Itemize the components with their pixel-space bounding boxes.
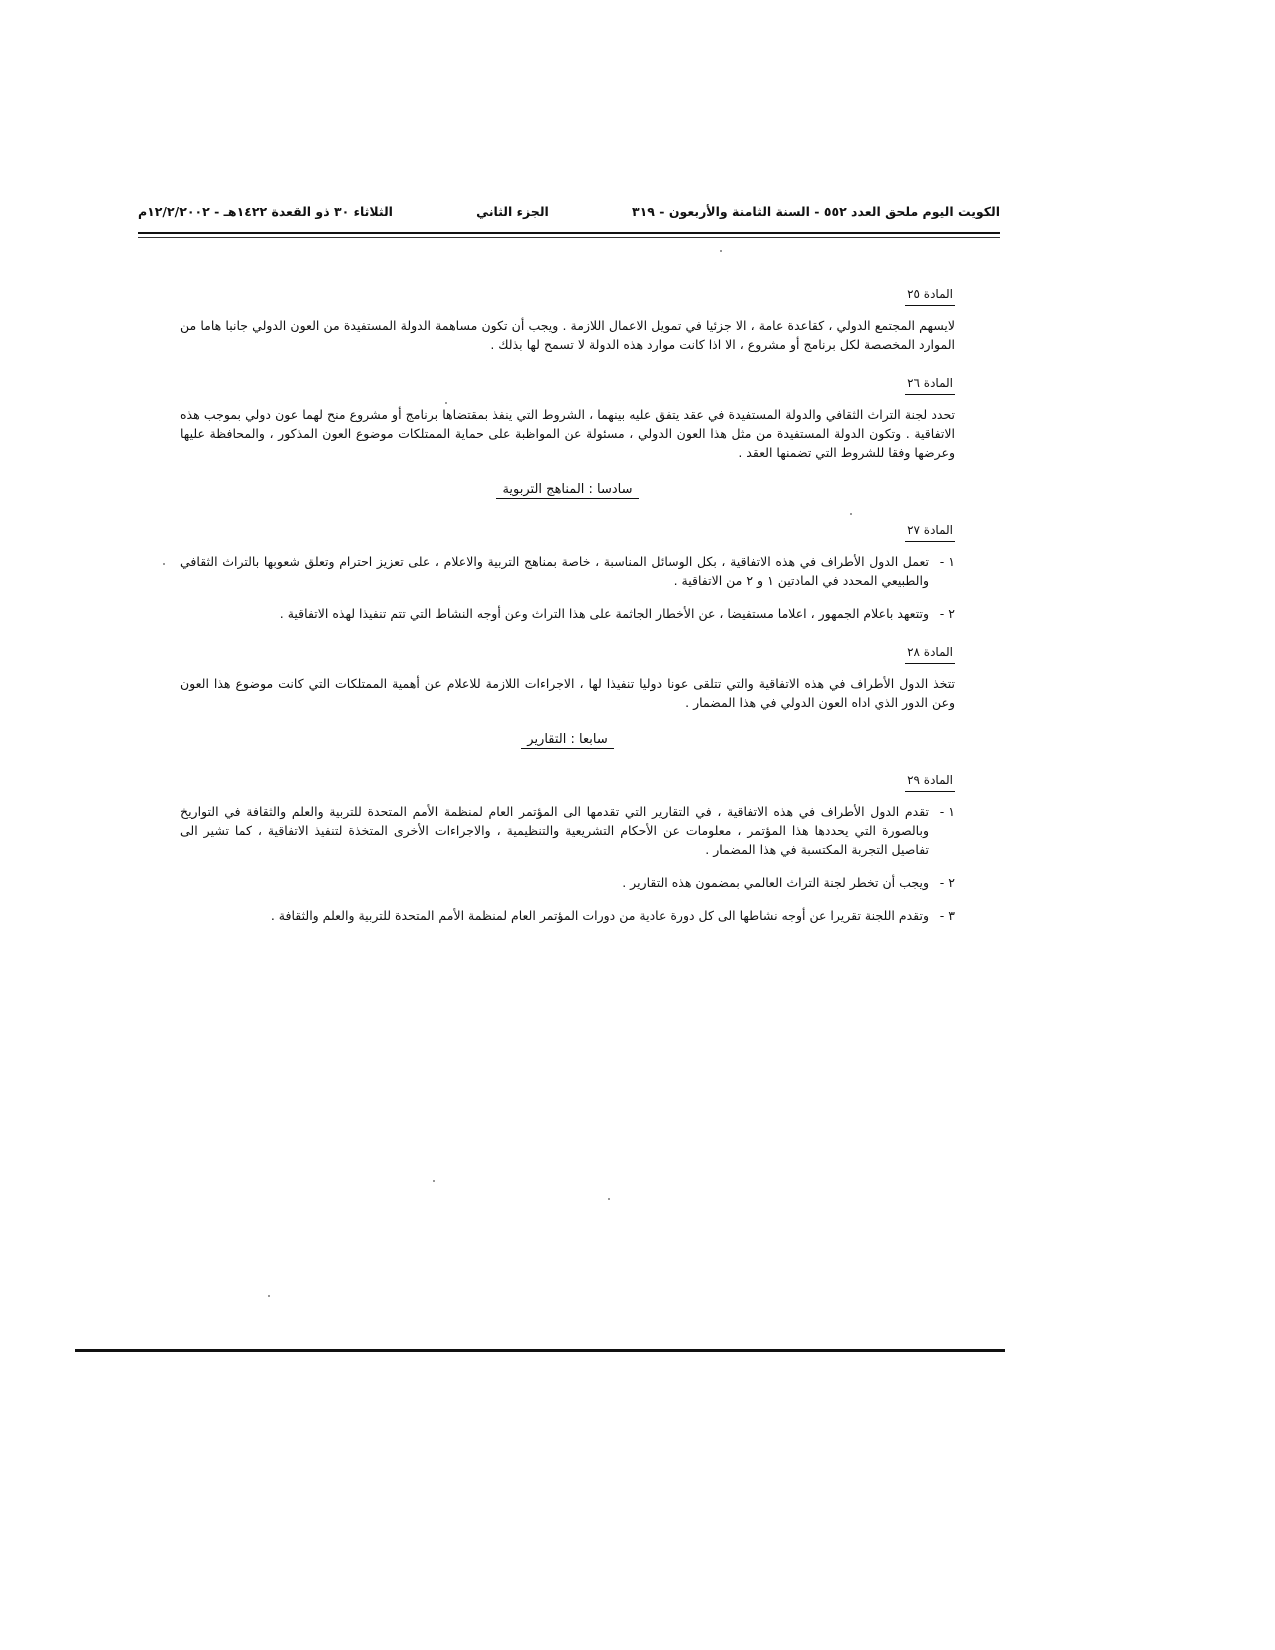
scan-speck (433, 1180, 435, 1182)
article-28-text: تتخذ الدول الأطراف في هذه الاتفاقية والتي تتلقى عونا دوليا تنفيذا لها ، الاجراءات اللازمة للاعلام عن أهمية الممتلكات التي كانت موضوع هذا العون وعن الدور الذي اداه العون الدولي في هذا المضمار . (180, 676, 955, 710)
article-26-heading: المادة ٢٦ (905, 374, 955, 395)
item-number: ١ - (939, 554, 955, 569)
article-29-item-2 (180, 873, 955, 892)
item-text: ويجب أن تخطر لجنة التراث العالمي بمضمون هذه التقارير . (622, 875, 929, 890)
item-text: تقدم الدول الأطراف في هذه الاتفاقية ، في التقارير التي تقدمها الى المؤتمر العام لمنظمة الأمم المتحدة للتربية والعلم والثقافة في التواريخ وبالصورة التي يحددها هذا المؤتمر ، معلومات عن الأحكام التشريعية والتنظيمية ، والاجراءات الأخرى المتخذة لتنفيذ الاتفاقية ، كما تشير الى تفاصيل التجربة المكتسبة في هذا المضمار . (180, 804, 929, 857)
header-rule-thin (138, 237, 1000, 238)
scan-speck (445, 402, 447, 404)
scan-speck (163, 563, 165, 565)
section-7-label: سابعا : التقارير (521, 732, 613, 749)
scan-speck (268, 1295, 270, 1297)
article-27-heading: المادة ٢٧ (905, 521, 955, 542)
scan-speck (608, 1198, 610, 1200)
footer-rule (75, 1349, 1005, 1352)
article-28-heading: المادة ٢٨ (905, 643, 955, 664)
article-29-item-1 (180, 802, 955, 859)
document-body (180, 285, 955, 939)
item-text: تعمل الدول الأطراف في هذه الاتفاقية ، بكل الوسائل المناسبة ، خاصة بمناهج التربية والاعلام ، على تعزيز احترام وتعلق شعوبها بالتراث الثقافي والطبيعي المحدد في المادتين ١ و ٢ من الاتفاقية . (180, 554, 929, 588)
article-29-item-3 (180, 906, 955, 925)
section-7-title (180, 730, 955, 749)
article-27-item-2 (180, 604, 955, 623)
item-number: ١ - (939, 804, 955, 819)
header-rule (138, 232, 1000, 234)
item-number: ٢ - (939, 606, 955, 621)
article-26-text: تحدد لجنة التراث الثقافي والدولة المستفيدة في عقد يتفق عليه بينهما ، الشروط التي ينفذ بمقتضاها برنامج أو مشروع منح لهما عون دولي بموجب هذه الاتفاقية . وتكون الدولة المستفيدة من مثل هذا العون الدولي ، مسئولة عن المواظبة على حماية الممتلكات موضوع العون المذكور ، والمحافظة عليها وعرضها وفقا للشروط التي تضمنها العقد . (180, 407, 955, 460)
article-25-text: لايسهم المجتمع الدولي ، كقاعدة عامة ، الا جزئيا في تمويل الاعمال اللازمة . ويجب أن تكون مساهمة الدولة المستفيدة من العون الدولي جانبا هاما من الموارد المخصصة لكل برنامج أو مشروع ، الا اذا كانت موارد هذه الدولة لا تسمح لها بذلك . (180, 318, 955, 352)
article-29-heading: المادة ٢٩ (905, 771, 955, 792)
item-text: وتتعهد باعلام الجمهور ، اعلاما مستفيضا ، عن الأخطار الجاثمة على هذا التراث وعن أوجه النشاط التي تتم تنفيذا لهذه الاتفاقية . (279, 606, 929, 621)
article-25-heading: المادة ٢٥ (905, 285, 955, 306)
header-part: الجزء الثاني (476, 203, 549, 219)
section-6-title (180, 480, 955, 499)
article-27-item-1 (180, 552, 955, 590)
item-number: ٣ - (939, 908, 955, 923)
item-number: ٢ - (939, 875, 955, 890)
section-6-label: سادسا : المناهج التربوية (496, 482, 638, 499)
page-header (138, 200, 1000, 222)
item-text: وتقدم اللجنة تقريرا عن أوجه نشاطها الى كل دورة عادية من دورات المؤتمر العام لمنظمة الأمم المتحدة للتربية والعلم والثقافة . (270, 908, 929, 923)
scan-speck (850, 513, 852, 515)
scan-speck (720, 250, 722, 252)
header-publication: الكويت اليوم ملحق العدد ٥٥٢ - السنة الثامنة والأربعون - ٣١٩ (632, 203, 1000, 219)
header-date: الثلاثاء ٣٠ ذو القعدة ١٤٢٢هـ - ١٢/٢/٢٠٠٢م (138, 203, 393, 219)
